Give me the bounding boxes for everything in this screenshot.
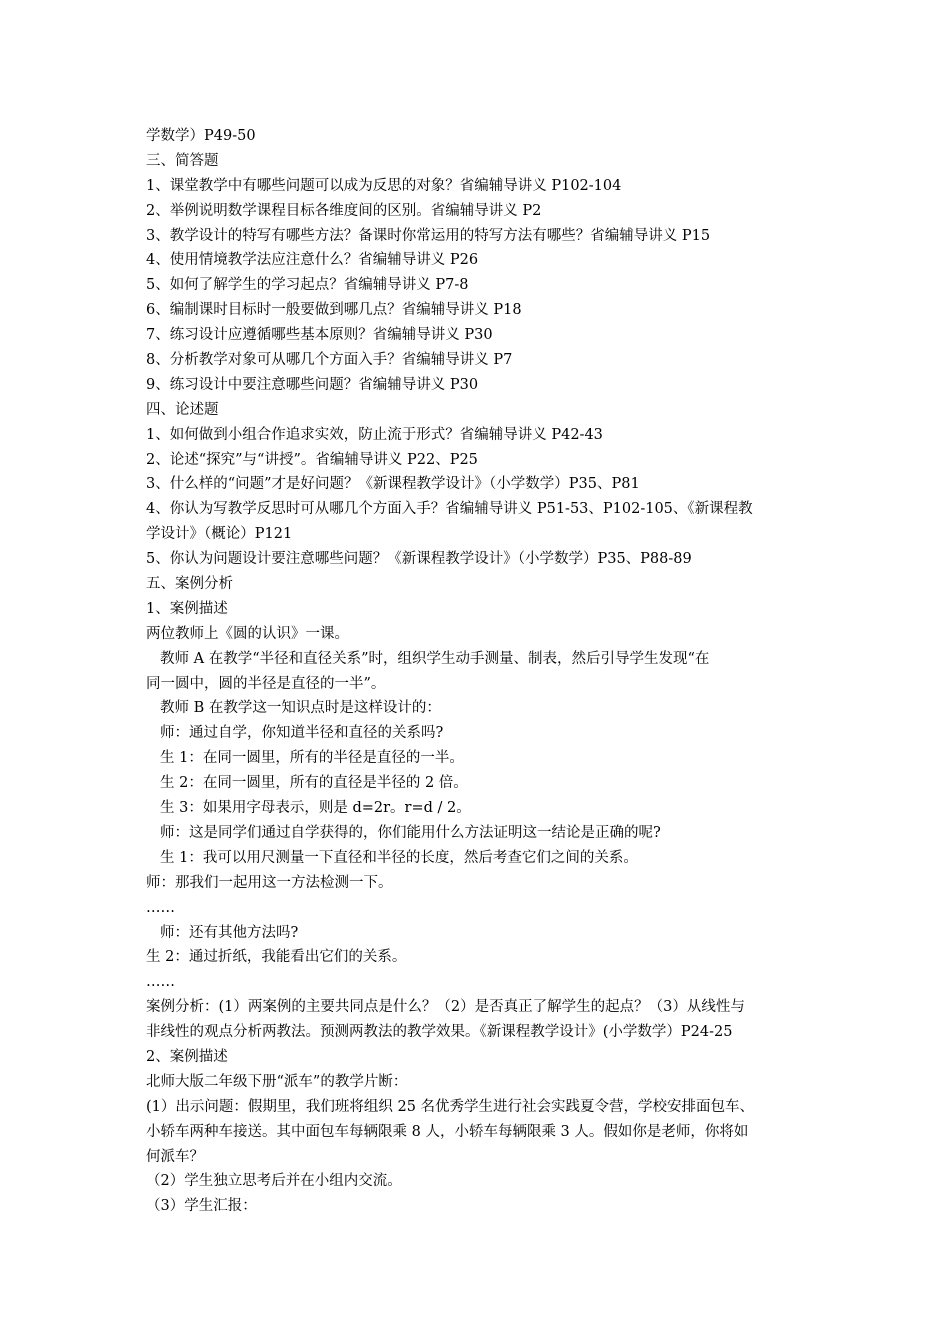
text-line: 师：这是同学们通过自学获得的，你们能用什么方法证明这一结论是正确的呢? [160,824,661,841]
text-line: 2、举例说明数学课程目标各维度间的区别。省编辅导讲义 P2 [146,202,542,219]
text-line: 4、使用情境教学法应注意什么？省编辅导讲义 P26 [146,252,479,269]
text-line: 2、案例描述 [146,1048,228,1065]
text-line: 4、你认为写教学反思时可从哪几个方面入手？省编辅导讲义 P51-53、P102-105、《新课程教 [146,501,753,518]
text-line: 学数学）P49-50 [146,128,256,144]
text-line: 8、分析教学对象可从哪几个方面入手？省编辅导讲义 P7 [146,352,513,369]
text-line: 教师 B 在教学这一知识点时是这样设计的： [160,700,441,717]
text-line: 生 1：我可以用尺测量一下直径和半径的长度，然后考查它们之间的关系。 [160,849,638,866]
text-line: 四、论述题 [146,401,219,418]
text-line: 1、如何做到小组合作追求实效，防止流于形式？省编辅导讲义 P42-43 [146,426,603,443]
text-line: 案例分析：(1）两案例的主要共同点是什么？（2）是否真正了解学生的起点？（3）从线性与 [146,999,745,1016]
text-line: (1）出示问题：假期里，我们班将组织 25 名优秀学生进行社会实践夏令营，学校安排面包车、 [146,1098,755,1115]
text-line: 师：那我们一起用这一方法检测一下。 [146,874,393,891]
text-line: 生 2：通过折纸，我能看出它们的关系。 [146,949,407,966]
text-line: 7、练习设计应遵循哪些基本原则？省编辅导讲义 P30 [146,327,493,344]
text-line: 2、论述“探究”与“讲授”。省编辅导讲义 P22、P25 [146,451,478,468]
text-line: （2）学生独立思考后并在小组内交流。 [146,1173,402,1190]
text-line: …… [146,899,175,916]
text-line: 9、练习设计中要注意哪些问题？省编辅导讲义 P30 [146,376,479,393]
text-line: 生 2：在同一圆里，所有的直径是半径的 2 倍。 [160,775,468,792]
text-line: 生 1：在同一圆里，所有的半径是直径的一半。 [160,750,464,767]
text-line: …… [146,974,175,991]
text-line: 6、编制课时目标时一般要做到哪几点？省编辅导讲义 P18 [146,302,522,319]
text-line: （3）学生汇报： [146,1198,257,1215]
text-line: 学设计》（概论）P121 [146,526,293,543]
text-line: 3、教学设计的特写有哪些方法？备课时你常运用的特写方法有哪些？省编辅导讲义 P15 [146,227,711,244]
document-page [146,124,810,1219]
text-line: 师：还有其他方法吗? [160,924,299,941]
text-line: 三、简答题 [146,152,219,169]
text-line: 小轿车两种车接送。其中面包车每辆限乘 8 人，小轿车每辆限乘 3 人。假如你是老师，你将如 [146,1123,749,1140]
text-line: 同一圆中，圆的半径是直径的一半”。 [146,675,386,692]
text-line: 何派车？ [146,1148,204,1165]
text-line: 非线性的观点分析两教法。预测两教法的教学效果。《新课程教学设计》(小学数学）P24-25 [146,1024,733,1041]
text-line: 两位教师上《圆的认识》一课。 [146,625,349,642]
text-line: 生 3：如果用字母表示，则是 d=2r。r=d / 2。 [160,800,471,817]
text-line: 5、你认为问题设计要注意哪些问题？《新课程教学设计》（小学数学）P35、P88-89 [146,551,692,568]
text-line: 北师大版二年级下册“派车”的教学片断： [146,1073,408,1090]
text-line: 3、什么样的“问题”才是好问题？《新课程教学设计》（小学数学）P35、P81 [146,476,640,493]
text-line: 教师 A 在教学“半径和直径关系”时，组织学生动手测量、制表，然后引导学生发现“在 [160,650,710,667]
text-line: 1、课堂教学中有哪些问题可以成为反思的对象？省编辅导讲义 P102-104 [146,177,622,194]
text-line: 5、如何了解学生的学习起点？省编辅导讲义 P7-8 [146,277,469,294]
text-line: 师：通过自学，你知道半径和直径的关系吗? [160,725,444,742]
text-line: 五、案例分析 [146,576,233,593]
text-line: 1、案例描述 [146,600,228,617]
